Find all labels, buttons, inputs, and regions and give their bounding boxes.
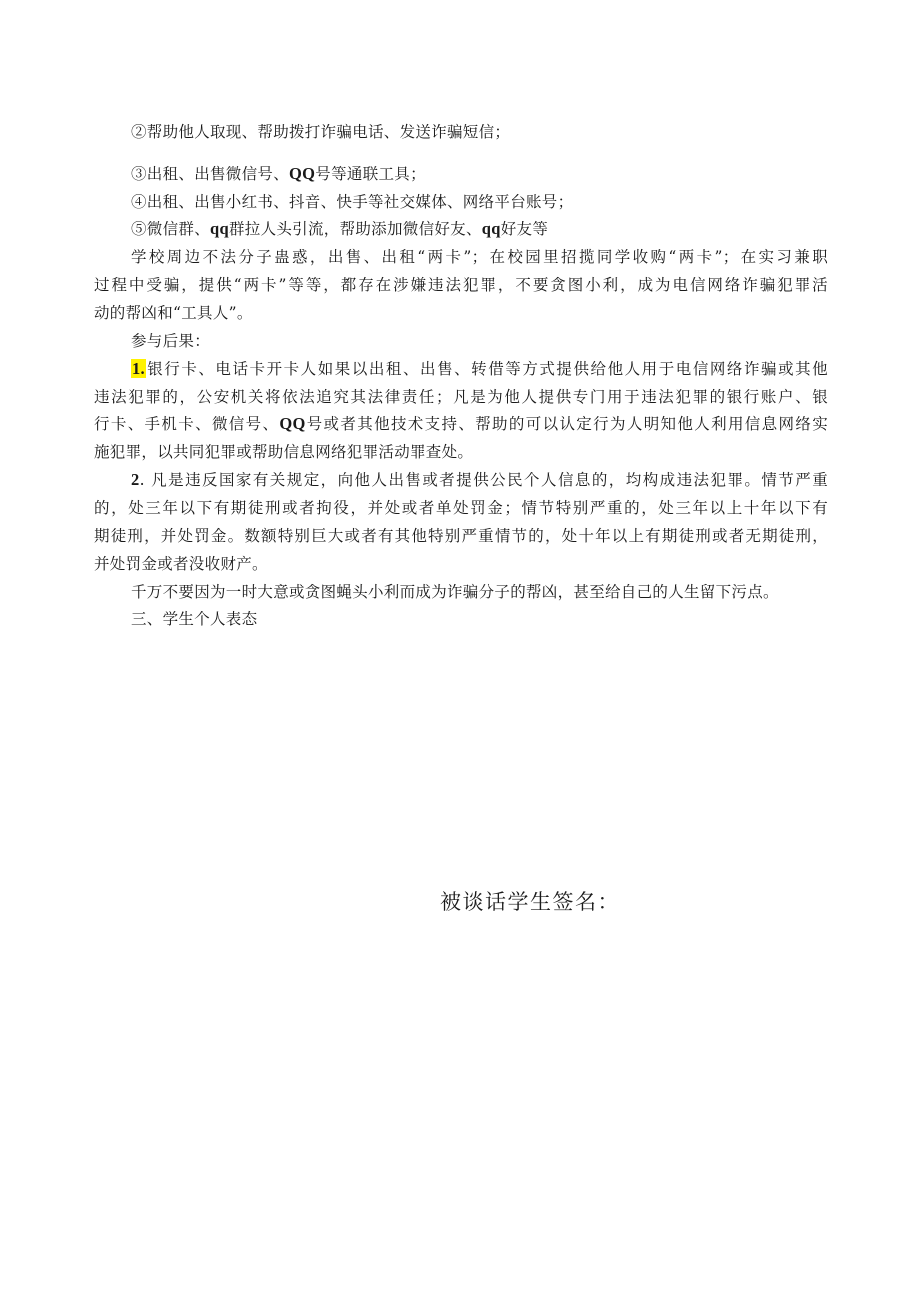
paragraph-text: 施犯罪，以共同犯罪或帮助信息网络犯罪活动罪查处。 — [94, 443, 474, 461]
paragraph-text: 动的帮凶和“工具人”。 — [94, 304, 253, 322]
heading-text: 参与后果： — [131, 332, 211, 350]
consequence-1-line-4 — [94, 442, 473, 462]
list-item-5 — [131, 219, 548, 239]
list-item-text: ⑤微信群、 — [131, 220, 211, 238]
paragraph-text: 并处罚金或者没收财产。 — [94, 555, 268, 573]
point-number: 2 — [131, 470, 140, 489]
closing-sentence — [131, 582, 779, 602]
paragraph-text: 学校周边不法分子蛊惑，出售、出租“两卡”；在校园里招揽同学收购“两卡”；在实习兼职 — [131, 248, 828, 266]
list-item-3 — [131, 164, 426, 184]
list-item-text: ③出租、出售微信号、 — [131, 165, 290, 183]
list-item-text: ②帮助他人取现、帮助拨打诈骗电话、发送诈骗短信； — [131, 123, 511, 141]
warning-paragraph-line-1 — [131, 247, 828, 267]
consequence-1-line-3 — [94, 414, 828, 434]
heading-text: 三、学生个人表态 — [131, 610, 258, 628]
paragraph-text: . 凡是违反国家有关规定，向他人出售或者提供公民个人信息的，均构成违法犯罪。情节严重 — [139, 471, 828, 489]
warning-paragraph-line-3 — [94, 303, 253, 323]
consequence-1-line-2 — [94, 387, 828, 407]
consequence-2-line-4 — [94, 554, 268, 574]
consequence-2-line-2 — [94, 498, 828, 518]
list-item-4 — [131, 192, 573, 212]
consequences-heading — [131, 331, 210, 351]
list-item-2 — [131, 122, 510, 142]
paragraph-text: 行卡、手机卡、微信号、 — [94, 415, 280, 433]
paragraph-text: 千万不要因为一时大意或贪图蝇头小利而成为诈骗分子的帮凶，甚至给自己的人生留下污点。 — [131, 583, 779, 601]
bold-term: qq — [210, 219, 229, 238]
paragraph-text: 的，处三年以下有期徒刑或者拘役，并处或者单处罚金；情节特别严重的，处三年以上十年以下有 — [94, 499, 828, 517]
bold-term: QQ — [289, 164, 316, 183]
bold-term: qq — [481, 219, 501, 238]
paragraph-text: 违法犯罪的，公安机关将依法追究其法律责任；凡是为他人提供专门用于违法犯罪的银行账户、银 — [94, 388, 828, 406]
consequence-2-line-3 — [94, 526, 828, 546]
highlighted-number: 1. — [132, 359, 145, 378]
list-item-text: 好友等 — [500, 220, 549, 238]
signature-text: 被谈话学生签名： — [440, 890, 620, 914]
warning-paragraph-line-2 — [94, 275, 828, 295]
bold-term: QQ — [279, 414, 306, 433]
list-item-text: ④出租、出售小红书、抖音、快手等社交媒体、网络平台账号； — [131, 193, 574, 211]
student-signature-label — [440, 888, 620, 916]
list-item-text: 号等通联工具； — [315, 165, 426, 183]
consequence-1-line-1 — [131, 359, 828, 379]
section-3-heading — [131, 609, 257, 629]
paragraph-text: 银行卡、电话卡开卡人如果以出租、出售、转借等方式提供给他人用于电信网络诈骗或其他 — [145, 360, 828, 378]
list-item-text: 群拉人头引流，帮助添加微信好友、 — [228, 220, 482, 238]
paragraph-text: 号或者其他技术支持、帮助的可以认定行为人明知他人利用信息网络实 — [305, 415, 828, 433]
paragraph-text: 过程中受骗，提供“两卡”等等，都存在涉嫌违法犯罪，不要贪图小利，成为电信网络诈骗犯罪活 — [94, 276, 828, 294]
consequence-2-line-1 — [131, 470, 828, 490]
paragraph-text: 期徒刑，并处罚金。数额特别巨大或者有其他特别严重情节的，处十年以上有期徒刑或者无期徒刑， — [94, 527, 828, 545]
